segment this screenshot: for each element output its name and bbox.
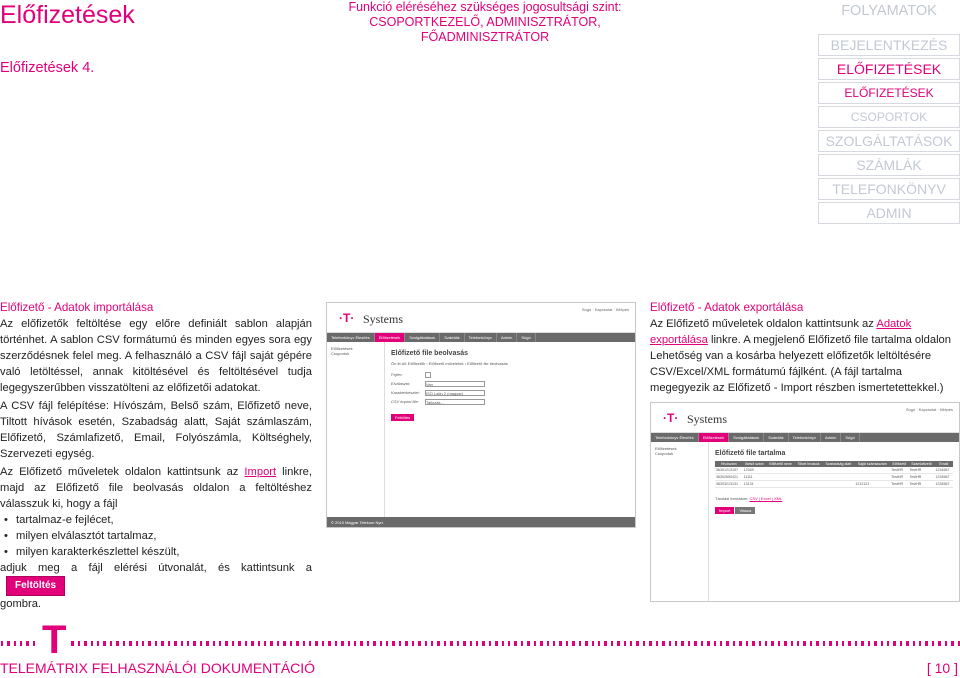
footer-dot (617, 641, 619, 646)
footer-dot (733, 641, 735, 646)
shot-file-input[interactable]: Tallózás... (425, 399, 485, 405)
shot-menu-item[interactable]: Előfizetések (699, 433, 730, 442)
shot-format-row (715, 496, 953, 501)
footer-dot (579, 641, 581, 646)
shot-brand: Systems (687, 412, 728, 426)
footer-dot (752, 641, 754, 646)
table-header-cell: Előfizető (890, 461, 908, 467)
list-item: • milyen karakterkészlettel készült, (0, 544, 312, 560)
nav-item-admin[interactable]: ADMIN (818, 202, 960, 224)
footer-dot (508, 641, 510, 646)
footer-dot (174, 641, 176, 646)
footer-dot (463, 641, 465, 646)
import-link[interactable]: Import (244, 466, 277, 478)
import-paragraph-3 (0, 464, 312, 512)
footer-dot (566, 641, 568, 646)
footer-dot (559, 641, 561, 646)
footer-dot (373, 641, 375, 646)
footer-dot (328, 641, 330, 646)
footer-dot (213, 641, 215, 646)
shot-main (385, 342, 635, 517)
shot-format-links[interactable]: CSV | Excel | XML (749, 496, 783, 501)
footer-dot (636, 641, 638, 646)
table-header-cell: Hívószám (715, 461, 743, 467)
table-cell: 36303213131 (715, 481, 743, 488)
table-cell: TestHR (908, 467, 934, 474)
shot-breadcrumb: Ön itt áll: Előfizetők › Előfizető műveletek › Előfizető file beolvasás (391, 361, 508, 366)
footer-dot (829, 641, 831, 646)
footer-dot (264, 641, 266, 646)
table-row[interactable] (715, 474, 953, 481)
footer-dot (540, 641, 542, 646)
shot-menu-item[interactable]: Számlák (764, 433, 788, 442)
footer-dot (354, 641, 356, 646)
footer-dot (168, 641, 170, 646)
shot-menu-item[interactable]: Súgó (841, 433, 859, 442)
export-paragraph (650, 316, 960, 396)
footer-dot (110, 641, 112, 646)
footer-dot (71, 641, 73, 646)
footer-dot (649, 641, 651, 646)
table-cell (854, 474, 890, 481)
shot-upload-button[interactable]: Feltöltés (391, 414, 414, 421)
table-header-cell: Számlafizető (908, 461, 934, 467)
upload-button[interactable]: Feltöltés (6, 576, 65, 596)
footer-dot (893, 641, 895, 646)
footer-dot (656, 641, 658, 646)
footer-dot (91, 641, 93, 646)
footer-dot (836, 641, 838, 646)
footer-dot (791, 641, 793, 646)
footer-dot (457, 641, 459, 646)
nav-item-szamlak[interactable]: SZÁMLÁK (818, 154, 960, 176)
table-cell (822, 474, 854, 481)
footer-dot-rule (0, 640, 960, 646)
footer-dot (643, 641, 645, 646)
shot-toplinks[interactable]: Súgó · Kapcsolat · Kilépés (581, 307, 629, 312)
footer-dot (392, 641, 394, 646)
footer-dot (399, 641, 401, 646)
footer-dot (495, 641, 497, 646)
footer-dot (726, 641, 728, 646)
table-cell: 1212121 (854, 481, 890, 488)
shot-select[interactable]: Van (425, 381, 485, 387)
nav-item-elofizetesek-sub[interactable]: ELŐFIZETÉSEK (818, 82, 960, 104)
footer-dot (26, 641, 28, 646)
table-header-cell: Előfizető neve (766, 461, 794, 467)
footer-doc-title: TELEMÁTRIX FELHASZNÁLÓI DOKUMENTÁCIÓ (0, 660, 316, 676)
footer-dot (919, 641, 921, 646)
footer-dot (315, 641, 317, 646)
footer-dot (155, 641, 157, 646)
shot-body (651, 442, 959, 602)
footer-dot (662, 641, 664, 646)
footer-dot (335, 641, 337, 646)
footer-dot (20, 641, 22, 646)
footer-dot (874, 641, 876, 646)
footer-dot (701, 641, 703, 646)
footer-dot (103, 641, 105, 646)
table-cell: 12345 (743, 467, 767, 474)
footer-dot (771, 641, 773, 646)
shot-form-row (391, 381, 629, 387)
footer-dot (116, 641, 118, 646)
footer-dot (418, 641, 420, 646)
export-link[interactable]: Adatok exportálása (650, 318, 912, 346)
table-header-cell: Belső szám (743, 461, 767, 467)
footer-dot (848, 641, 850, 646)
footer-dot (476, 641, 478, 646)
nav-item-szolgaltatasok[interactable]: SZOLGÁLTATÁSOK (818, 130, 960, 152)
footer-dot (309, 641, 311, 646)
table-cell: TestHR (890, 481, 908, 488)
shot-form-row (391, 372, 629, 378)
export-p1-before: Az Előfizető műveletek oldalon kattintsunk az (650, 318, 877, 330)
import-paragraph-1: Az előfizetők feltöltése egy előre definiált sablon alapján történhet. A sablon CSV formátumú és minden egyes sora egy szerződésnek felel meg. A felhasználó a CSV fájl saját gépére való letöltéssel, annak kitöltésével és feltöltésével tudja legegyszerűbben visszatölteni az előfizetői adatokat. (0, 318, 312, 394)
footer-dot (129, 641, 131, 646)
shot-side-item[interactable]: Csoportok (331, 351, 350, 356)
shot-form-row (391, 399, 629, 405)
footer-dot (739, 641, 741, 646)
footer-dot (810, 641, 812, 646)
footer-dot (630, 641, 632, 646)
footer-dot (688, 641, 690, 646)
shot-header (327, 303, 635, 333)
footer-dot (694, 641, 696, 646)
footer-dot (714, 641, 716, 646)
table-cell: TestHR (890, 467, 908, 474)
export-screenshot (650, 402, 960, 602)
import-paragraph-2: A CSV fájl felépítése: Hívószám, Belső szám, Előfizető neve, Tiltott hívások esetén, Szabadság alatt, Saját számlaszám, Előfizető, Számlafizető, Email, Folyószámla, Költséghely, Szervezeti egység. (0, 400, 312, 460)
table-cell (766, 481, 794, 488)
footer-dot (405, 641, 407, 646)
nav-heading: FOLYAMATOK (841, 3, 937, 19)
shot-menu-item[interactable]: Súgó (517, 333, 535, 342)
shot-menu-item[interactable]: Telefonkönyv Élesítés (651, 433, 699, 442)
shot-checkbox[interactable] (425, 372, 431, 378)
footer-dot (14, 641, 16, 646)
footer-dot (611, 641, 613, 646)
table-cell: 1234567 (935, 467, 954, 474)
footer-dot (348, 641, 350, 646)
footer-dot (823, 641, 825, 646)
footer-dot (675, 641, 677, 646)
import-options-list (0, 512, 312, 560)
footer-dot (283, 641, 285, 646)
footer-dot (7, 641, 9, 646)
shot-side-item[interactable]: Csoportok (655, 451, 674, 456)
shot-menu-item[interactable]: Előfizetések (375, 333, 406, 342)
footer-dot (534, 641, 536, 646)
footer-dot (219, 641, 221, 646)
nav-item-csoportok[interactable]: CSOPORTOK (818, 106, 960, 128)
footer-dot (187, 641, 189, 646)
footer-dot (547, 641, 549, 646)
footer-dot (572, 641, 574, 646)
footer-dot (592, 641, 594, 646)
table-cell: 13131 (743, 481, 767, 488)
table-cell: TestHR (890, 474, 908, 481)
shot-menu (651, 433, 959, 442)
footer-dot (932, 641, 934, 646)
footer-dot (296, 641, 298, 646)
shot-side-item[interactable]: Előfizetések (655, 446, 677, 451)
footer-dot (938, 641, 940, 646)
footer-dot (303, 641, 305, 646)
footer-dot (797, 641, 799, 646)
footer-dot (425, 641, 427, 646)
table-cell: 11111 (743, 474, 767, 481)
footer-dot (842, 641, 844, 646)
shot-field-label: Elválasztó: (391, 381, 411, 386)
footer-dot (380, 641, 382, 646)
footer-dot (868, 641, 870, 646)
shot-menu-item[interactable]: Szolgáltatások (405, 333, 440, 342)
permission-label: Funkció eléréséhez szükséges jogosultsági szint: (348, 0, 622, 14)
table-cell (766, 474, 794, 481)
table-cell: 36302650421 (715, 474, 743, 481)
table-cell: 36301213157 (715, 467, 743, 474)
footer-dot (913, 641, 915, 646)
import-p4-after: gombra. (0, 598, 42, 610)
shot-field-label: CSV import file: (391, 399, 419, 404)
shot-select[interactable]: ISO Latin 2 (magyar) (425, 390, 485, 396)
footer-dot (444, 641, 446, 646)
permission-block (330, 0, 640, 45)
shot-header (651, 403, 959, 433)
footer-dot (470, 641, 472, 646)
shot-footer (327, 517, 635, 527)
footer-dot (816, 641, 818, 646)
shot-table (715, 461, 953, 488)
footer-dot (765, 641, 767, 646)
footer-dot (900, 641, 902, 646)
footer-dot (624, 641, 626, 646)
import-p4-before: adjuk meg a fájl elérési útvonalát, és kattintsunk a (0, 562, 312, 574)
nav-item-bejelentkezes[interactable]: BEJELENTKEZÉS (818, 34, 960, 56)
shot-menu-item[interactable]: Telefonkönyv (465, 333, 497, 342)
shot-side-item[interactable]: Előfizetések (331, 346, 353, 351)
footer-dot (861, 641, 863, 646)
table-row[interactable] (715, 481, 953, 488)
shot-body (327, 342, 635, 517)
footer-dot (251, 641, 253, 646)
shot-import-button[interactable]: Import (715, 507, 734, 514)
nav-item-elofizetesek[interactable]: ELŐFIZETÉSEK (818, 58, 960, 80)
shot-menu (327, 333, 635, 342)
footer-dot (482, 641, 484, 646)
table-header-cell: Saját számlaszám (854, 461, 890, 467)
table-cell (795, 474, 823, 481)
footer-dot (598, 641, 600, 646)
footer-dot (887, 641, 889, 646)
shot-main (709, 442, 959, 602)
table-header-cell: Szabadság alatt (822, 461, 854, 467)
footer-dot (84, 641, 86, 646)
footer-dot (206, 641, 208, 646)
page-title: Előfizetések (0, 1, 135, 29)
table-header-cell: Email (935, 461, 954, 467)
export-title: Előfizető - Adatok exportálása (650, 301, 804, 314)
footer-dot (489, 641, 491, 646)
footer-dot (450, 641, 452, 646)
footer-dot (437, 641, 439, 646)
t-logo-icon: T (38, 620, 70, 660)
footer-dot (123, 641, 125, 646)
page-number: [ 10 ] (926, 660, 958, 676)
footer-dot (181, 641, 183, 646)
footer-dot (245, 641, 247, 646)
footer-dot (521, 641, 523, 646)
footer-dot (270, 641, 272, 646)
footer-dot (669, 641, 671, 646)
shot-field-label: Fejléc: (391, 372, 403, 377)
footer-dot (707, 641, 709, 646)
shot-heading: Előfizető file beolvasás (391, 350, 469, 357)
shot-menu-item[interactable]: Admin (821, 433, 841, 442)
footer-dot (33, 641, 35, 646)
footer-dot (161, 641, 163, 646)
permission-roles: CSOPORTKEZELŐ, ADMINISZTRÁTOR, FŐADMINISZTRÁTOR (369, 15, 601, 44)
shot-menu-item[interactable]: Szolgáltatások (729, 433, 764, 442)
t-logo-icon: ·T· (339, 311, 355, 325)
footer-dot (78, 641, 80, 646)
shot-field-label: Karakterkészlet: (391, 390, 420, 395)
footer-dot (681, 641, 683, 646)
shot-menu-item[interactable]: Számlák (440, 333, 464, 342)
footer-dot (277, 641, 279, 646)
shot-footer-text: © 2010 Magyar Telekom Nyrt. (331, 520, 384, 525)
footer-dot (906, 641, 908, 646)
footer-dot (193, 641, 195, 646)
table-cell: 1234567 (935, 481, 954, 488)
shot-menu-item[interactable]: Telefonkönyv (789, 433, 821, 442)
export-section (650, 300, 960, 396)
import-p3-before: Az Előfizető műveletek oldalon kattintsunk az (0, 466, 245, 478)
shot-sidebar (327, 342, 385, 517)
footer-dot (290, 641, 292, 646)
list-item: • milyen elválasztót tartalmaz, (0, 528, 312, 544)
shot-back-button[interactable]: Vissza (735, 507, 755, 514)
shot-format-label: Tárolási formátum: (715, 496, 749, 501)
footer-dot (258, 641, 260, 646)
t-logo-icon: ·T· (663, 411, 679, 425)
footer-dot (1, 641, 3, 646)
footer-dot (97, 641, 99, 646)
footer-dot (386, 641, 388, 646)
table-cell: 1234567 (935, 474, 954, 481)
footer-dot (759, 641, 761, 646)
footer-dot (322, 641, 324, 646)
footer-dot (784, 641, 786, 646)
list-item: • tartalmaz-e fejlécet, (0, 512, 312, 528)
shot-brand: Systems (363, 312, 404, 326)
table-body (715, 467, 953, 488)
table-cell: TestHR (908, 481, 934, 488)
nav-item-telefonkonyv[interactable]: TELEFONKÖNYV (818, 178, 960, 200)
footer-dot (720, 641, 722, 646)
footer-dot (360, 641, 362, 646)
table-cell: TestHR (908, 474, 934, 481)
footer-dot (238, 641, 240, 646)
footer-dot (514, 641, 516, 646)
export-p1-after: linkre. A megjelenő Előfizető file tartalma oldalon Lehetőség van a kosárba helyezett előfizetők leltöltésére CSV/Excel/XML formátumú fájlként. (A fájl tartalma megegyezik az Előfizető - Import részben ismertetettekkel.) (650, 334, 951, 394)
footer-dot (855, 641, 857, 646)
footer-dot (431, 641, 433, 646)
table-header-cell: Tiltott hívások (795, 461, 823, 467)
footer-dot (945, 641, 947, 646)
footer-dot (367, 641, 369, 646)
shot-sidebar (651, 442, 709, 602)
footer-dot (341, 641, 343, 646)
shot-form-row (391, 390, 629, 396)
table-cell (795, 481, 823, 488)
footer-dot (881, 641, 883, 646)
footer-dot (604, 641, 606, 646)
import-section (0, 300, 312, 612)
footer-dot (527, 641, 529, 646)
footer-dot (142, 641, 144, 646)
table-cell (822, 481, 854, 488)
import-screenshot (326, 302, 636, 528)
footer-dot (803, 641, 805, 646)
footer-dot (200, 641, 202, 646)
shot-menu-item[interactable]: Telefonkönyv Élesítés (327, 333, 375, 342)
import-title: Előfizető - Adatok importálása (0, 301, 154, 314)
footer-dot (502, 641, 504, 646)
process-nav (818, 0, 960, 226)
footer-dot (951, 641, 953, 646)
page-subtitle: Előfizetések 4. (0, 60, 95, 76)
footer-dot (148, 641, 150, 646)
footer-dot (136, 641, 138, 646)
footer-dot (553, 641, 555, 646)
footer-dot (232, 641, 234, 646)
footer-dot (585, 641, 587, 646)
footer-dot (225, 641, 227, 646)
footer-dot (412, 641, 414, 646)
import-p3-after: linkre, majd az Előfizető file beolvasás oldalon a feltöltéshez válasszuk ki, hogy a fájl (0, 466, 312, 510)
import-paragraph-4 (0, 560, 312, 612)
footer-dot (746, 641, 748, 646)
shot-heading: Előfizető file tartalma (715, 450, 786, 457)
shot-menu-item[interactable]: Admin (497, 333, 517, 342)
shot-toplinks[interactable]: Súgó · Kapcsolat · Kilépés (905, 407, 953, 412)
footer-dot (778, 641, 780, 646)
footer-dot (925, 641, 927, 646)
